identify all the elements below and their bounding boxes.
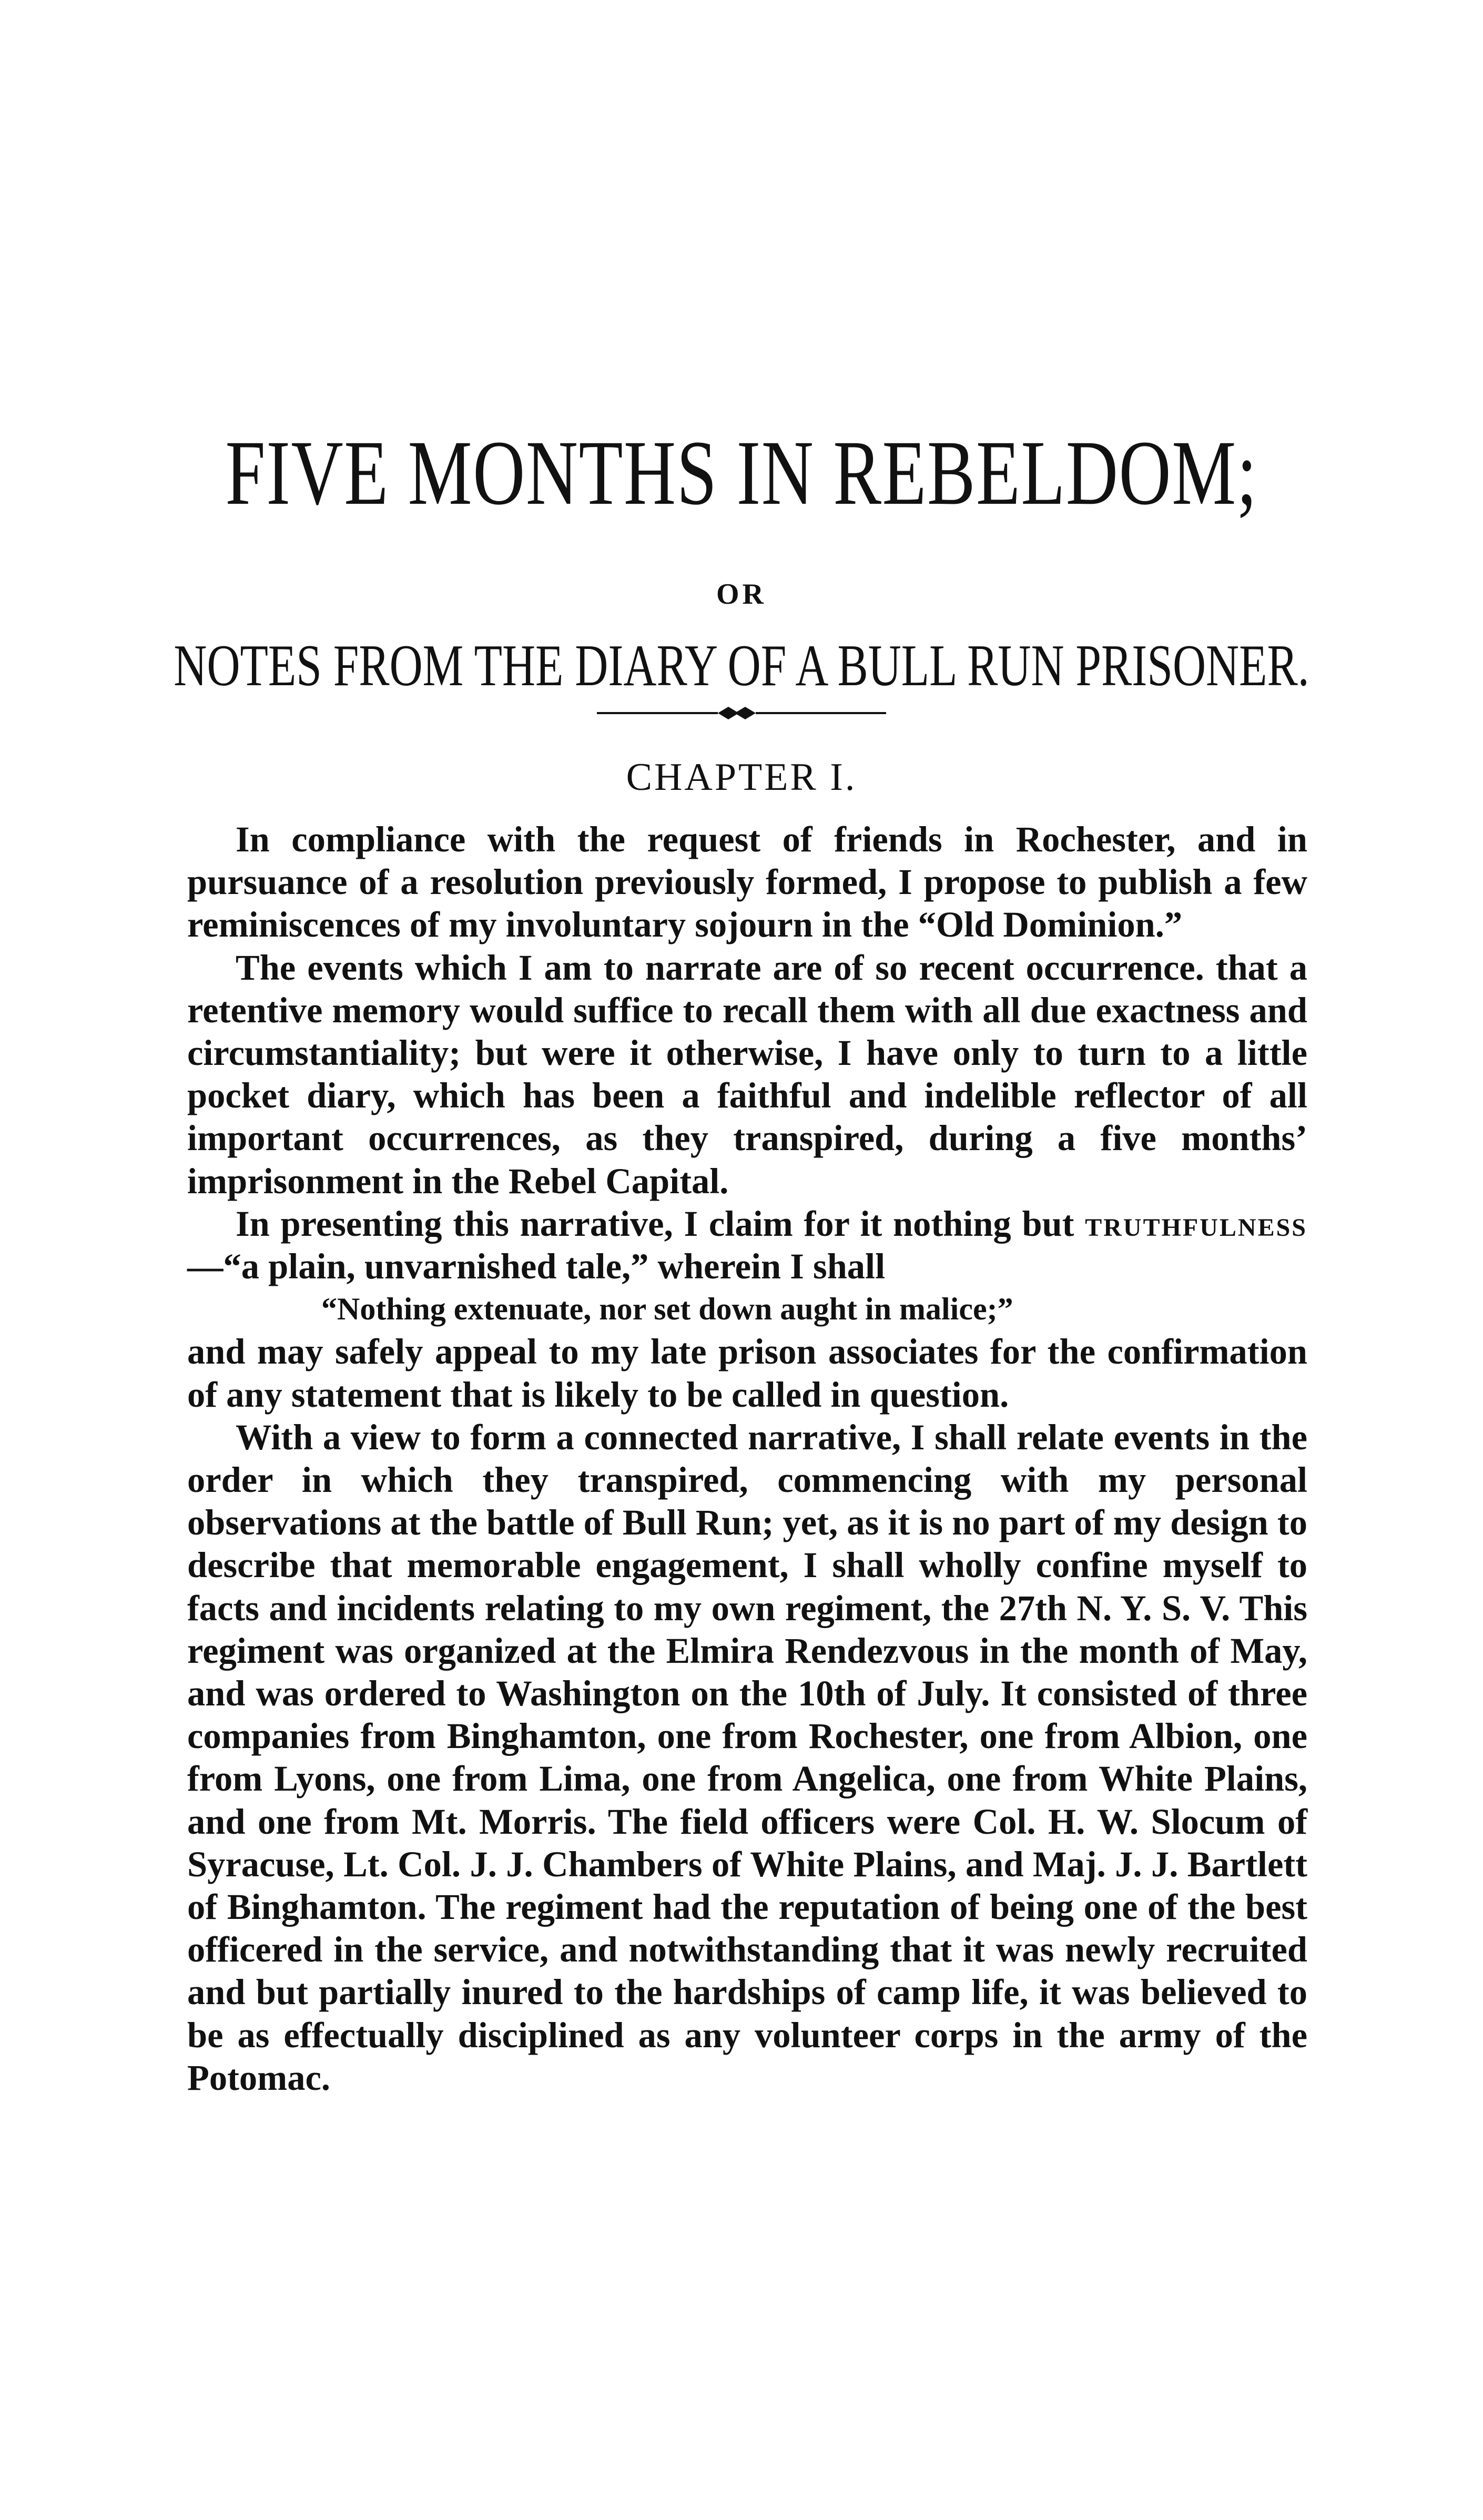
paragraph-3 [187, 1203, 1307, 1288]
paragraph-4: With a view to form a connected narrative, I shall relate events in the order in which they transpired, commencing with my personal observations at the battle of Bull Run; yet, as it is no part of my design to describe that memorable engagement, I shall wholly confine myself to facts and incidents relating to my own regiment, the 27th N. Y. S. V. This regiment was organized at the Elmira Rendezvous in the month of May, and was ordered to Washington on the 10th of July. It consisted of three companies from Binghamton, one from Rochester, one from Albion, one from Lyons, one from Lima, one from Angelica, one from White Plains, and one from Mt. Morris. The field officers were Col. H. W. Slocum of Syracuse, Lt. Col. J. J. Chambers of White Plains, and Maj. J. J. Bartlett of Binghamton. The regiment had the reputation of being one of the best officered in the service, and notwithstanding that it was newly recruited and but partially inured to the hardships of camp life, it was believed to be as effectually disciplined as any volunteer corps in the army of the Potomac. [187, 1417, 1307, 2098]
paragraph-2: The events which I am to narrate are of so recent occurrence. that a retentive memory would suffice to recall them with all due exactness and circumstantiality; but were it otherwise, I have only to turn to a little pocket diary, which has been a faithful and indelible reflector of all important occurrences, as they transpired, during a five months’ imprisonment in the Rebel Capital. [187, 947, 1307, 1201]
paragraph-3-continued: and may safely appeal to my late prison associates for the confirmation of any statement that is likely to be called in question. [187, 1332, 1307, 1415]
book-title: FIVE MONTHS IN REBELDOM; [225, 422, 1258, 524]
chapter-body [187, 818, 1307, 2099]
block-quote: “Nothing extenuate, nor set down aught in malice;” [321, 1292, 1013, 1327]
chapter-heading: CHAPTER I. [626, 756, 857, 799]
paragraph-3-end: —“a plain, unvarnished tale,” wherein I shall [187, 1246, 886, 1287]
paragraph-3-start: In presenting this narrative, I claim for it nothing but [236, 1203, 1085, 1244]
ornamental-divider [597, 703, 886, 724]
truthfulness-smallcaps: truthfulness [1085, 1203, 1307, 1244]
title-conjunction: OR [716, 578, 767, 611]
book-subtitle: NOTES FROM THE DIARY OF A BULL RUN PRISONER. [174, 633, 1309, 698]
paragraph-1: In compliance with the request of friends in Rochester, and in pursuance of a resolution previously formed, I propose to publish a few reminiscences of my involuntary sojourn in the “Old Dominion.” [187, 819, 1307, 945]
